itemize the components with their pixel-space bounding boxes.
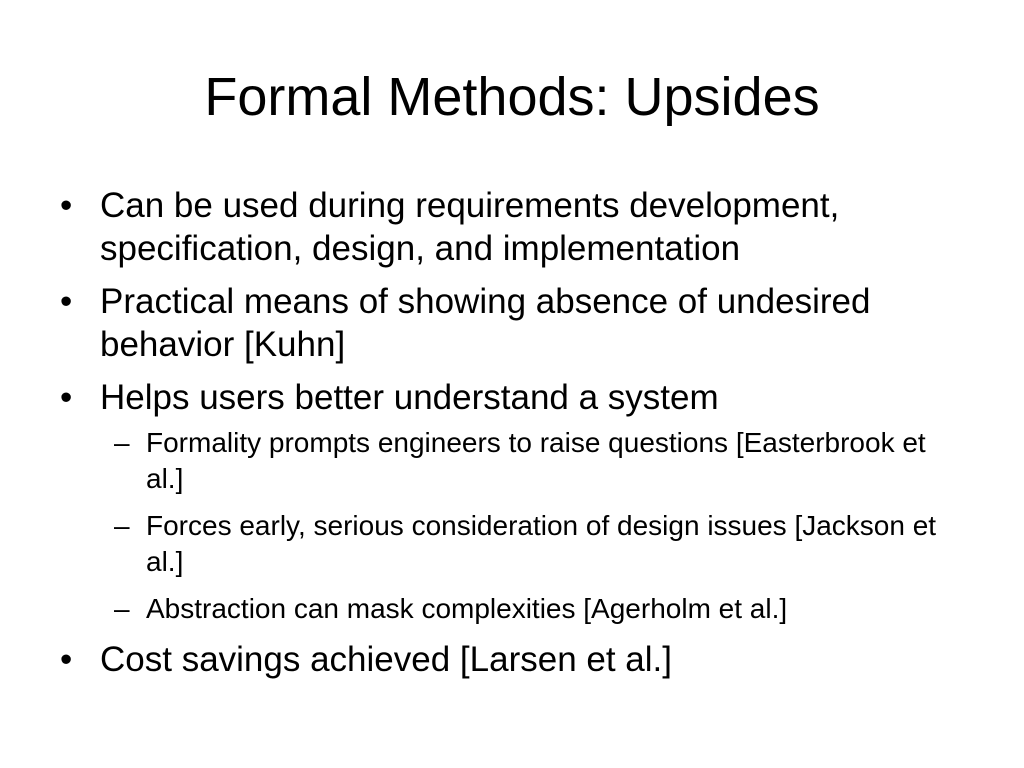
bullet-text: Practical means of showing absence of undesired behavior [Kuhn] <box>100 282 871 364</box>
bullet-marker: • <box>60 186 73 225</box>
subbullet-item <box>100 508 960 580</box>
subbullet-item <box>100 591 960 627</box>
bullet-text: Helps users better understand a system <box>100 378 719 417</box>
bullet-marker: • <box>60 282 73 321</box>
subbullet-item <box>100 425 960 497</box>
subbullet-marker: – <box>114 427 130 458</box>
subbullet-text: Forces early, serious consideration of design issues [Jackson et al.] <box>146 510 937 577</box>
subbullet-list <box>100 425 960 627</box>
bullet-item <box>60 638 960 681</box>
subbullet-text: Abstraction can mask complexities [Agerholm et al.] <box>146 593 788 624</box>
bullet-text: Cost savings achieved [Larsen et al.] <box>100 640 672 679</box>
subbullet-marker: – <box>114 593 130 624</box>
bullet-list <box>60 184 960 691</box>
subbullet-marker: – <box>114 510 130 541</box>
subbullet-text: Formality prompts engineers to raise questions [Easterbrook et al.] <box>146 427 926 494</box>
bullet-text: Can be used during requirements development, specification, design, and implementation <box>100 186 840 268</box>
bullet-marker: • <box>60 378 73 417</box>
bullet-item <box>60 376 960 627</box>
bullet-item <box>60 280 960 366</box>
bullet-item <box>60 184 960 270</box>
slide-title: Formal Methods: Upsides <box>204 67 820 127</box>
bullet-marker: • <box>60 640 73 679</box>
